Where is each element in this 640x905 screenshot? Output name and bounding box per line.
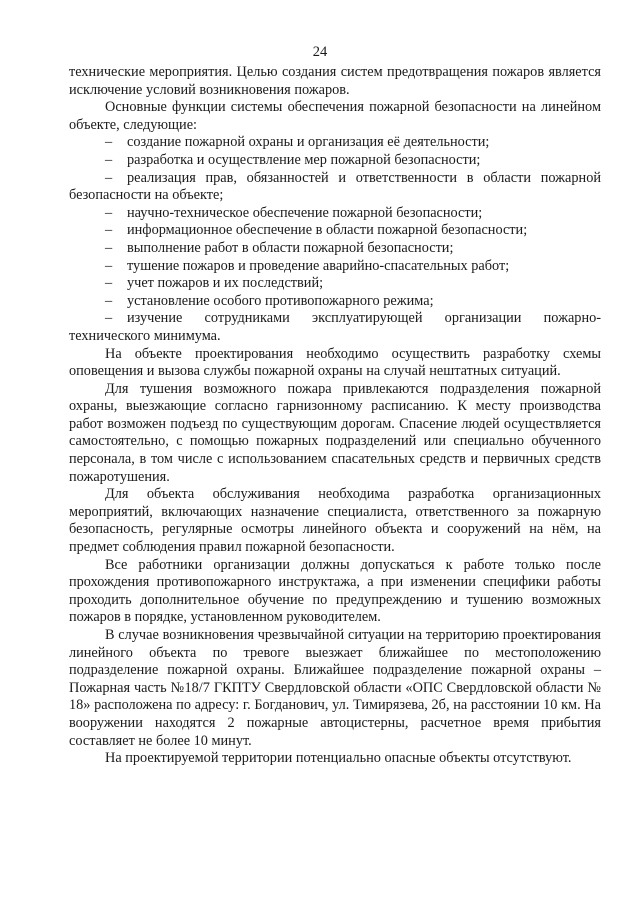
document-body bbox=[69, 64, 601, 768]
list-item bbox=[69, 152, 601, 170]
list-item bbox=[69, 275, 601, 293]
list-item-text: учет пожаров и их последствий; bbox=[127, 275, 324, 292]
paragraph-notification-scheme: На объекте проектирования необходимо осуществить разработку схемы оповещения и вызова службы пожарной охраны на случай нештатных ситуаций. bbox=[69, 345, 601, 380]
list-item bbox=[69, 222, 601, 240]
list-item-text: научно-техническое обеспечение пожарной безопасности; bbox=[127, 204, 483, 221]
list-bullet: – bbox=[105, 169, 113, 186]
list-item bbox=[69, 258, 601, 276]
page-number: 24 bbox=[312, 44, 328, 60]
paragraph-organizational-measures: Для объекта обслуживания необходима разработка организационных мероприятий, включающих назначение специалиста, ответственного за пожарную безопасность, регулярные осмотры линейного объекта и сооружений на нём, на предмет соблюдения правил пожарной безопасности. bbox=[69, 486, 601, 556]
list-bullet: – bbox=[105, 204, 113, 221]
list-bullet: – bbox=[105, 222, 113, 239]
list-item bbox=[69, 293, 601, 311]
list-bullet: – bbox=[105, 292, 113, 309]
list-item-text: информационное обеспечение в области пожарной безопасности; bbox=[127, 222, 528, 239]
list-item-text: установление особого противопожарного режима; bbox=[127, 292, 434, 309]
list-item-text: выполнение работ в области пожарной безопасности; bbox=[127, 239, 454, 256]
list-bullet: – bbox=[105, 134, 113, 151]
list-item bbox=[69, 310, 601, 345]
list-bullet: – bbox=[105, 151, 113, 168]
paragraph-emergency-response: В случае возникновения чрезвычайной ситуации на территорию проектирования линейного объекта по тревоге выезжает ближайшее по местоположению подразделение пожарной охраны. Ближайшее подразделение пожарной охраны – Пожарная часть №18/7 ГКПТУ Свердловской области «ОПС Свердловской области № 18» расположена по адресу: г. Богданович, ул. Тимирязева, 2б, на расстоянии 10 км. На вооружении находятся 2 пожарные автоцистерны, расчетное время прибытия составляет не более 10 минут. bbox=[69, 627, 601, 749]
functions-list bbox=[69, 134, 601, 345]
list-item-text: разработка и осуществление мер пожарной безопасности; bbox=[127, 151, 481, 168]
list-bullet: – bbox=[105, 275, 113, 292]
list-item bbox=[69, 170, 601, 205]
paragraph-firefighting: Для тушения возможного пожара привлекаются подразделения пожарной охраны, выезжающие согласно гарнизонному расписанию. К месту производства работ возможен подъезд по существующим дорогам. Спасение людей осуществляется самостоятельно, с помощью пожарных подразделений или специально обученного персонала, в том числе с использованием спасательных средств и первичных средств пожаротушения. bbox=[69, 380, 601, 485]
list-item bbox=[69, 205, 601, 223]
list-item-text: тушение пожаров и проведение аварийно-спасательных работ; bbox=[127, 257, 510, 274]
list-item-text: создание пожарной охраны и организация её деятельности; bbox=[127, 134, 490, 151]
list-bullet: – bbox=[105, 310, 113, 327]
list-item-text: реализация прав, обязанностей и ответственности в области пожарной безопасности на объекте; bbox=[69, 169, 601, 204]
paragraph-hazardous-objects: На проектируемой территории потенциально опасные объекты отсутствуют. bbox=[105, 750, 572, 767]
list-bullet: – bbox=[105, 239, 113, 256]
list-item bbox=[69, 240, 601, 258]
paragraph-fire-briefing: Все работники организации должны допускаться к работе только после прохождения противопожарного инструктажа, а при изменении специфики работы проходить дополнительное обучение по предупреждению и тушению возможных пожаров в порядке, установленном руководителем. bbox=[69, 556, 601, 626]
paragraph-functions-intro: Основные функции системы обеспечения пожарной безопасности на линейном объекте, следующие: bbox=[69, 99, 601, 133]
list-bullet: – bbox=[105, 257, 113, 274]
paragraph-continuation: технические мероприятия. Целью создания систем предотвращения пожаров является исключение условий возникновения пожаров. bbox=[69, 64, 601, 98]
list-item bbox=[69, 134, 601, 152]
list-item-text: изучение сотрудниками эксплуатирующей организации пожарно-технического минимума. bbox=[69, 310, 601, 344]
